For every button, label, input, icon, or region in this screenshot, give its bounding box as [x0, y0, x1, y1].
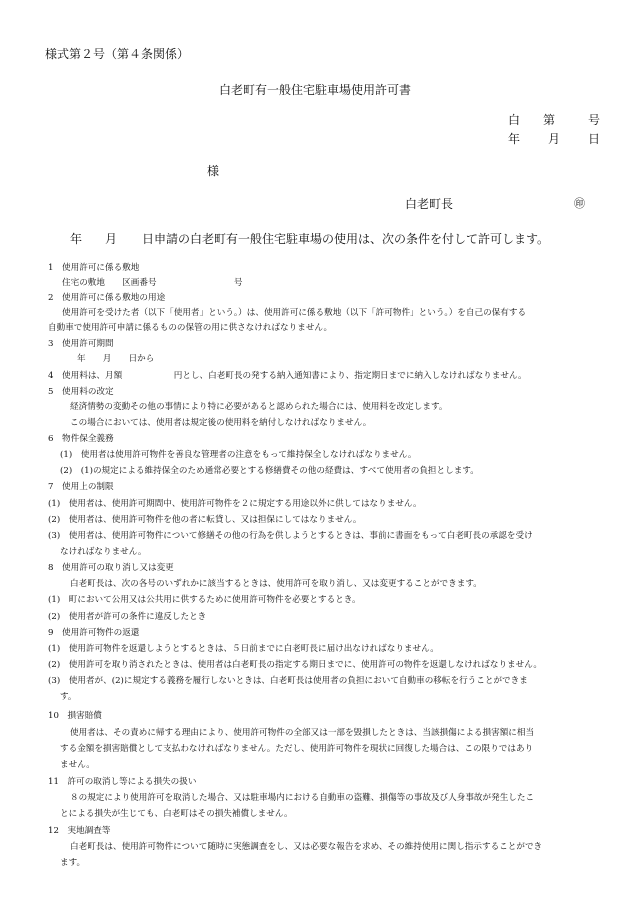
line-3: 2 使用許可に係る敷地の用途 [48, 293, 166, 303]
line-11: この場合においては、使用者は規定後の使用料を納付しなければなりません。 [70, 418, 372, 428]
line-14: (2) (1)の規定による維持保全のため通常必要とする修繕費その他の経費は、すべて使用者の負担とします。 [60, 466, 479, 476]
line-8: 4 使用料は、月額 円とし、白老町長の発する納入通知書により、指定期日までに納入しなければなりません。 [48, 371, 527, 381]
form-number: 様式第２号（第４条関係） [45, 47, 190, 61]
line-34: ８の規定により使用許可を取消した場合、又は駐車場内における自動車の盗難、損傷等の事故及び人身事故が発生したこ [70, 793, 535, 803]
line-16: (1) 使用者は、使用許可期間中、使用許可物件を２に規定する用途以外に供してはなりません。 [48, 499, 422, 509]
line-30: 使用者は、その責めに帰する理由により、使用許可物件の全部又は一部を毀損したときは、当該損傷による損害額に相当 [70, 728, 535, 738]
document-title: 白老町有一般住宅駐車場使用許可書 [218, 83, 411, 97]
doc-number-suffix: 号 [588, 113, 601, 127]
date-month: 月 [548, 132, 561, 146]
line-5: 自動車で使用許可申請に係るものの保管の用に供さなければなりません。 [48, 323, 333, 333]
line-13: (1) 使用者は使用許可物件を善良な管理者の注意をもって維持保全しなければなりません。 [60, 450, 417, 460]
line-31: する金額を損害賠償として支払わなければなりません。ただし、使用許可物件を現状に回復した場合は、この限りではあり [60, 744, 534, 754]
doc-number-prefix: 白 [508, 113, 521, 127]
line-25: (1) 使用許可物件を返還しようとするときは、５日前までに白老町長に届け出なければなりません。 [48, 644, 439, 654]
line-32: ません。 [60, 760, 95, 770]
line-19: なければなりません。 [60, 547, 147, 557]
date-day: 日 [588, 132, 601, 146]
line-26: (2) 使用許可を取り消されたときは、使用者は白老町長の指定する期日までに、使用許可の物件を返還しなければなりません。 [48, 660, 542, 670]
line-29: 10 損害賠償 [48, 711, 102, 721]
line-37: 白老町長は、使用許可物件について随時に実態調査をし、又は必要な報告を求め、その維持使用に関し指示することができ [70, 842, 543, 852]
recipient-suffix: 様 [207, 164, 220, 178]
line-28: す。 [60, 692, 77, 702]
date-year: 年 [508, 132, 521, 146]
line-35: とによる損失が生じても、白老町はその損失補償しません。 [60, 809, 293, 819]
intro-text: 日申請の白老町有一般住宅駐車場の使用は、次の条件を付して許可します。 [142, 232, 550, 246]
line-21: 白老町長は、次の各号のいずれかに該当するときは、使用許可を取り消し、又は変更することができます。 [70, 579, 482, 589]
line-12: 6 物件保全義務 [48, 434, 114, 444]
line-22: (1) 町において公用又は公共用に供するために使用許可物件を必要とするとき。 [48, 595, 361, 605]
line-23: (2) 使用者が許可の条件に違反したとき [48, 612, 207, 622]
issuer-name: 白老町長 [405, 197, 454, 211]
line-33: 11 許可の取消し等による損失の扱い [48, 777, 197, 787]
line-18: (3) 使用者は、使用許可物件について修繕その他の行為を供しようとするときは、事前に書面をもって白老町長の承認を受け [48, 531, 533, 541]
line-9: 5 使用料の改定 [48, 387, 114, 397]
line-36: 12 実地調査等 [48, 826, 111, 836]
line-10: 経済情勢の変動その他の事情により特に必要があると認められた場合には、使用料を改定します。 [70, 402, 448, 412]
line-7: 年 月 日から [77, 354, 155, 364]
line-1: 1 使用許可に係る敷地 [48, 263, 140, 273]
line-27: (3) 使用者が、(2)に規定する義務を履行しないときは、白老町長は使用者の負担において自動車の移転を行うことができま [48, 676, 528, 686]
line-24: 9 使用許可物件の返還 [48, 628, 140, 638]
line-4: 使用許可を受けた者（以下「使用者」という。）は、使用許可に係る敷地（以下「許可物件」という。）を自己の保有する [62, 308, 527, 318]
line-15: 7 使用上の制限 [48, 482, 114, 492]
doc-number-middle: 第 [543, 113, 556, 127]
line-38: ます。 [60, 858, 86, 868]
line-2: 住宅の敷地 区画番号 号 [62, 278, 243, 288]
seal-mark: ㊞ [574, 197, 585, 210]
line-17: (2) 使用者は、使用許可物件を他の者に転貸し、又は担保にしてはなりません。 [48, 515, 362, 525]
intro-year: 年 [70, 232, 83, 246]
intro-month: 月 [105, 232, 118, 246]
line-20: 8 使用許可の取り消し又は変更 [48, 563, 174, 573]
line-6: 3 使用許可期間 [48, 339, 114, 349]
